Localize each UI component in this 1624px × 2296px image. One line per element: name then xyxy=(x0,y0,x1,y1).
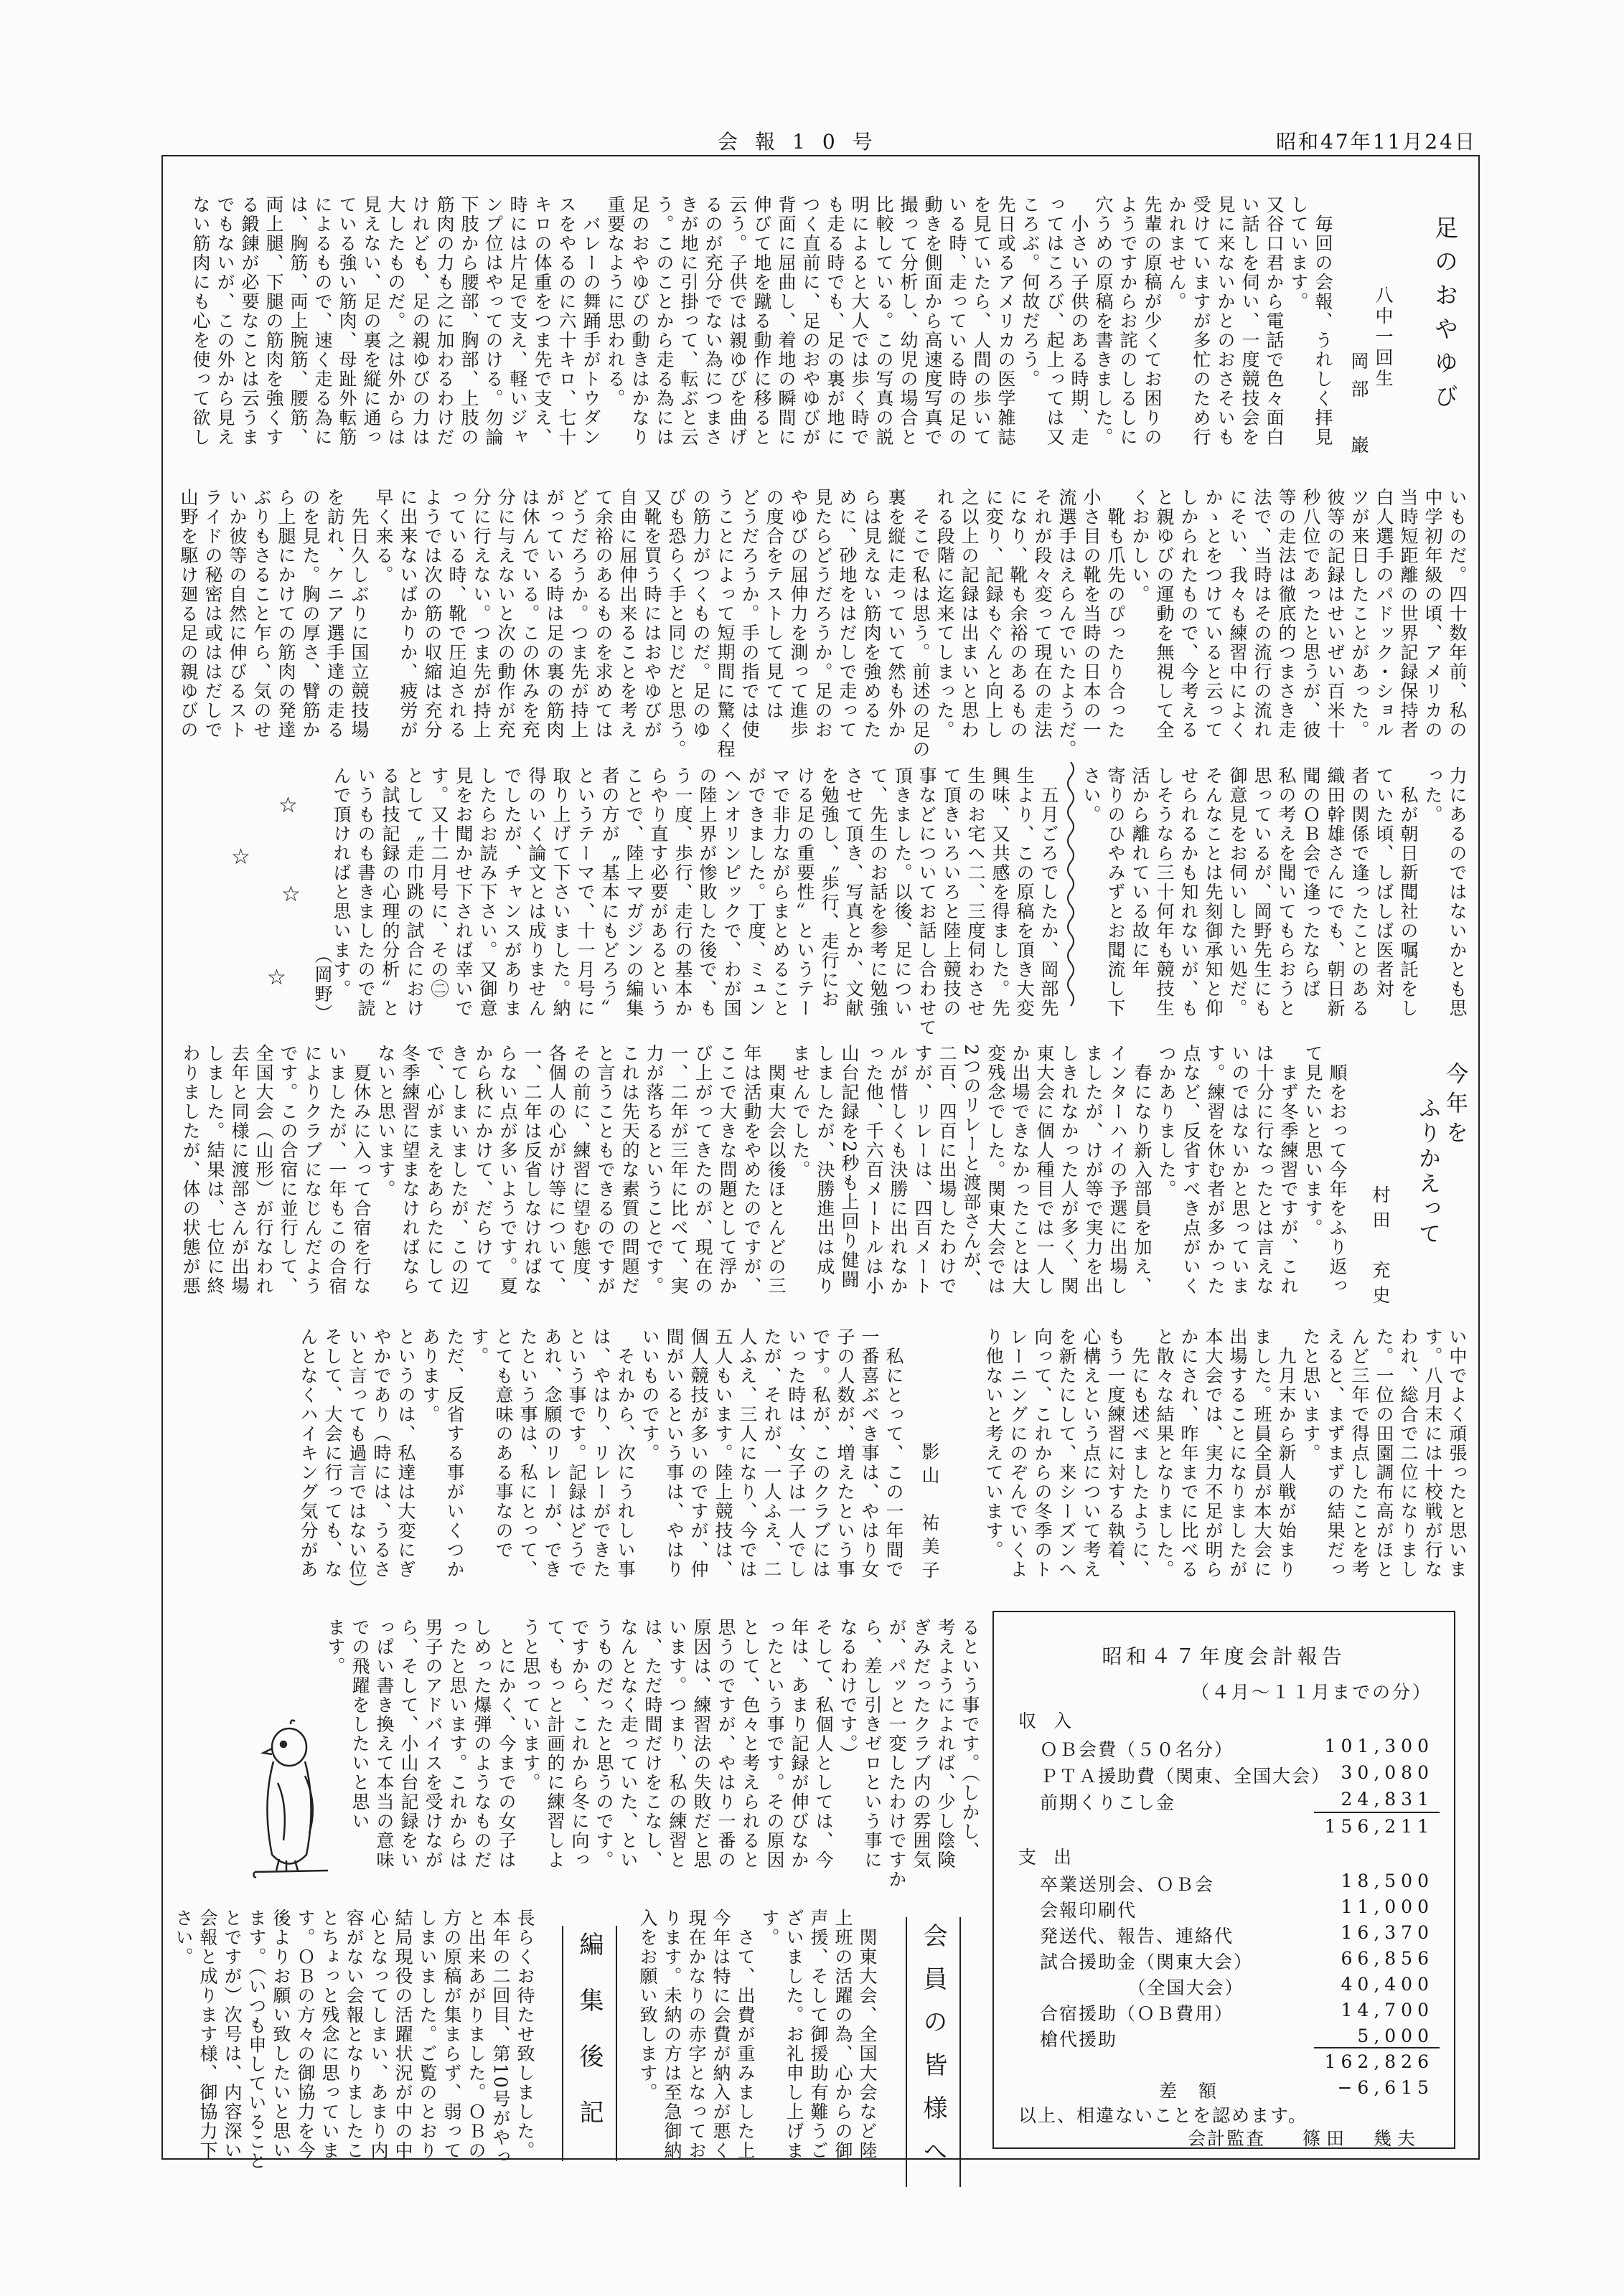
star-icon: ☆ xyxy=(278,793,298,818)
audit-statement: 以上、相違ないことを認めます。 xyxy=(1018,2105,1308,2126)
author-murata: 村田 充史 xyxy=(1370,1185,1391,1311)
statement-row xyxy=(994,2102,1454,2126)
afterword-title: 編集後記 xyxy=(562,1926,617,2161)
expense-row xyxy=(994,2026,1454,2050)
article-body-ashi-part3: 力にあるのではないかとも思 った。 私が朝日新聞社の嘱託をし ていた頃、しばしば医者対 者の関係で逢ったことのある 織田幹雄さんにでも、朝日新 聞のＯＢ会で逢ったならば 私の考えを聞いてもらおうと 思っているが、岡野先生にも 御意見をお伺いしたい処だ。 そんなことは先刻御承知と仰 せられるかも知れないが、も しそうなら三十何年も競技生 活から離れている故に年 寄りのひやみずとお聞流し下 さい。 xyxy=(1081,766,1468,1018)
expense-section-label: 支出 xyxy=(1018,1847,1089,1868)
expense-total: 162,826 xyxy=(1324,2051,1434,2072)
expense-label: 卒業送別会、ＯＢ会 xyxy=(1040,1874,1215,1895)
expense-amount: 14,700 xyxy=(1341,2000,1434,2020)
expense-label: 合宿援助（ＯＢ費用） xyxy=(1040,2003,1234,2024)
auditor-label: 会計監査 xyxy=(1188,2128,1266,2149)
star-icon: ☆ xyxy=(267,965,286,990)
expense-total-row xyxy=(994,2051,1454,2076)
income-section-label: 収入 xyxy=(1018,1711,1089,1731)
article-body-ashi-part2: いものだ。四十数年前、私の 中学初年級の頃、アメリカの 当時短距離の世界記録保持者 白人選手のパドック・ショル ツが来日したことがあった。 彼等の記録はせいぜい百米十 秒八位であったと思うが、彼 等の走法は徹底的つまさき走 法で、当時はその流行の流れ にそい、我々も練習中によく かゝとをつけていると云って しかられたもので、今考える と親ゆびの運動を無視して全 くおかしい。 靴も爪先のぴったり合った 小さ目の靴を当時の日本の一 流選手はえらんでいたようだ。 それが段々変って現在の走法 になり、靴も余裕のあるもの に変り、記録もぐんと向上し 之以上の記録は出まいと思わ れる段階に迄来てしまった。 そこで私は思う。前述の足の 裏を縦に走っていて然も外か らは見えない筋肉を強めるた めに、砂地をはだしで走って 見たらどうだろうか。足のお やゆびの屈伸力を測って進歩 の度合をテストして見ては どうだろうか。手の指では使 うことによって短期間に驚く程 の筋力がつくものだ。足のゆ びも恐らく手と同じだと思う。 又靴を買う時にはおやゆびが 自由に屈伸出来ることを考え て余裕のあるものを求めては どうだろうか。つま先が持上 がっている時は足の裏の筋肉 は休んでいる。この休みを充 分に与えないと次の動作が充 分に行えない。つま先が持上 っている時、靴で圧迫される ようでは次の筋の収縮は充分 に出来ないばかりか、疲労が 早く来る。 先日久しぶりに国立競技場 を訪れ、ケニア選手達の走る のを見た。胸の厚さ、臂筋か ら上腿にかけての筋肉の発達 ぶりもさること乍ら、気のせ いか彼等の自然に伸びるスト ライドの秘密は或ははだしで 山野を駆け廻る足の親ゆびの xyxy=(178,488,1468,759)
income-row xyxy=(994,1762,1454,1787)
expense-amount: 40,400 xyxy=(1341,1974,1434,1995)
expense-row xyxy=(994,1974,1454,1998)
star-icon: ☆ xyxy=(281,882,301,907)
auditor-row xyxy=(994,2125,1454,2149)
balance-label: 差額 xyxy=(1159,2081,1239,2102)
expense-label: 会報印刷代 xyxy=(1040,1900,1137,1921)
article-title-murata-line1: 今年を xyxy=(1442,1062,1468,1150)
author-kageyama: 影山 祐美子 xyxy=(919,1442,940,1584)
editor-note-body: 五月ごろでしたか、岡部先 生より、この原稿を頂き大変 興味、又共感を得ました。先 生のお宅へ二、三度伺わさせ て頂きいろいろと陸上競技の 事などについてお話し合わせて 頂きました。以後、足につい て、先生のお話を参考に勉強 させて頂き、写真とか、文献 を勉強し、〝歩行、走行にお ける足の重要性〟というテー マで非力ながらまとめること ができました。丁度、ミュン ヘンオリンピックで、わが国 の陸上界が惨敗した後で、も う一度、歩行、走行の基本か らやり直す必要があるという ことで、陸上マガジンの編集 者の方が〝基本にもどろう〟 というテーマで、十一月号に 取り上げて下さいました。納 得のいく論文とは成りません でしたが、チャンスがありま したらお読み下さい。又御意 見をお聞かせ下されば幸いで す。又十二月号に、その㊁ として〝走巾跳の試合におけ る試技記録の心理的分析〟と いうものも書きましたので読 んで頂ければと思います。 xyxy=(331,766,1059,1038)
expense-row xyxy=(994,1896,1454,1921)
expense-amount: 66,856 xyxy=(1341,1948,1434,1969)
auditor-name: 篠田 幾夫 xyxy=(1303,2128,1422,2149)
income-label: ＯＢ会費（５０名分） xyxy=(1040,1739,1234,1760)
accounting-period: （４月〜１１月までの分） xyxy=(1191,1682,1432,1703)
afterword-body: 長らくお待たせ致しました。 本年の二回目、第10号がやっ と出来あがりました。ＯＢの 方の原稿が集まらず、弱って しまいました。ご覧のとおり 結局現役の活躍状況が中の中 心となってしまい、あまり内 容がない会報となりましたこ とちょっと残念に思っていま す。ＯＢの方々の御協力を今 後よりお願い致したいと思い ます。（いつも申していること とですが）次号は、内容深い 会報と成ります様、御協力下 さい。 xyxy=(173,1909,535,2171)
article-title-ashi: 足のおやゆび xyxy=(1431,215,1459,418)
balance-amount: −6,615 xyxy=(1337,2077,1434,2098)
sum-rule xyxy=(1314,2047,1440,2048)
penguin-illustration xyxy=(248,1718,334,1934)
expense-label: 発送代、報告、連絡代 xyxy=(1040,1926,1234,1947)
sum-rule xyxy=(1314,1812,1440,1813)
article-body-murata-part1: 順をおって今年をふり返っ て見たいと思います。 まず冬季練習ですが、これ は十分に行なったとは言えな いのではないかと思っていま す。練習を休む者が多かった 点など、反省すべき点がいく つかありました。 春になり新入部員を加え、 インターハイの予選に出場し ましたが、けが等で実力を出 しきれなかった人が多く、関 東大会に個人種目では一人し か出場できなかったことは大 変残念でした。関東大会では 2つのリレーと渡部さんが、 二百、四百に出場したわけで すが、リレーは、四百メート ルが惜しくも決勝に出れなか った他、千六百メートルは小 山台記録を2秒も上回り健闘 しましたが、決勝進出は成り ませんでした。 関東大会以後ほとんどの三 年は活動をやめたのですが、 ここで大きな問題として浮か び上がってきたのが、現在の 一、二年が三年に比べて、実 力が落ちるということです。 これは先天的な素質の問題だ と言うこともできるのですが その前に、練習に望む態度、 各個人の心がけ等について、 一、二年は反省しなければな らない点が多いようです。夏 から秋にかけて、だらけて きてしまいましたが、この辺 で、心がまえをあらたにして 冬季練習に望まなければなら ないと思います。 夏休みに入って合宿を行な いましたが、一年もこの合宿 によりクラブになじんだよう です。この合宿に並行して、 全国大会（山形）が行なわれ 去年と同様に渡部さんが出場 しました。結果は、七位に終 わりましたが、体の状態が悪 xyxy=(180,1044,1348,1296)
wavy-divider xyxy=(1064,762,1078,1010)
income-amount: 30,080 xyxy=(1341,1762,1434,1783)
expense-amount: 5,000 xyxy=(1357,2026,1434,2046)
income-label: ＰＴＡ援助費（関東、全国大会） xyxy=(1040,1766,1331,1787)
expense-row xyxy=(994,1922,1454,1947)
article-body-kageyama-part2: るという事です。（しかし、 考えようによれば、少し陰険 ぎみだったクラブ内の雰囲気 が、パッと一変したわけですか ら、差し引きゼロという事に なるわけです。） そして、私個人としては、今 年は、あまり記録が伸びなか ったという事です。その原因 として、色々と考えられると 思うのですが、やはり一番の 原因は、練習法の失敗だと思 います。つまり、私の練習と は、ただ時間だけをこなし、 なんとなく走っていた、とい うものだったと思うのです。 ですから、これから冬に向っ て、もっと計画的に練習しよ うと思っています。 とにかく、今までの女子は しめった爆弾のようなものだ ったと思います。これからは 男子のアドバイスを受けなが ら、そして、小山台記録をい っぱい書き換えて本当の意味 での飛躍をしたいと思い ます。 xyxy=(325,1618,980,1889)
star-icon: ☆ xyxy=(231,844,250,870)
author-school: 八中一回生 xyxy=(1373,286,1394,390)
income-total-row xyxy=(994,1816,1454,1840)
editor-note-signature: （岡野） xyxy=(312,946,333,1023)
members-notice-body: 関東大会、全国大会など陸 上班の活躍の為、心からの御 声援、そして御援助有難うご ざいました。お礼申し上げま す。 さて、出費が重みました上 今年は特に会費が納入が悪く 現在かなりの赤字となってお ります。未納の方は至急御納 入をお願い致します。 xyxy=(637,1909,878,2160)
article-body-kageyama-part1: 私にとって、この一年間で 一番喜ぶべき事は、やはり女 子の人数が、増えたという事 です。私が、このクラブには いった時は、女子は一人でし たが、それが、一人ふえ、二 人ふえ、三人になり、今では 五人もいます。陸上競技は、 個人競技が多いのですが、仲 間がいるという事は、やはり いいものです。 それから、次にうれしい事 は、やはり、リレーができた という事です。記録はどうで あれ、念願のリレーが、でき たという事は、私にとって、 とても意味のある事なので す。 ただ、反省する事がいくつか あります。 というのは、私達は大変にぎ やかであり（時には、うるさ いと言っても過言ではない位） そして、大会に行っても、な んとなくハイキング気分があ xyxy=(298,1327,904,1599)
article-title-murata-line2: ふりかえって xyxy=(1414,1096,1440,1247)
issue-date: 昭和47年11月24日 xyxy=(1276,130,1477,154)
income-amount: 101,300 xyxy=(1324,1736,1434,1756)
balance-row xyxy=(994,2077,1454,2102)
expense-row xyxy=(994,1948,1454,1972)
expense-label: 槍代援助 xyxy=(1040,2029,1118,2050)
expense-row xyxy=(994,2000,1454,2024)
expense-amount: 16,370 xyxy=(1341,1922,1434,1943)
expense-row xyxy=(994,1871,1454,1895)
expense-label: （全国大会） xyxy=(1040,1977,1244,1998)
income-row xyxy=(994,1789,1454,1813)
expense-amount: 18,500 xyxy=(1341,1871,1434,1891)
members-notice-title: 会員の皆様へ xyxy=(906,1917,961,2187)
income-total: 156,211 xyxy=(1324,1816,1434,1837)
accounting-title: 昭和４７年度会計報告 xyxy=(1102,1645,1346,1668)
expense-label: 試合援助金（関東大会） xyxy=(1040,1952,1254,1972)
income-label: 前期くりこし金 xyxy=(1040,1792,1176,1813)
income-row xyxy=(994,1736,1454,1760)
article-body-murata-part2: い中でよく頑張ったと思いま す。八月末には十校戦が行な われ、総合で二位になりまし た。一位の田園調布高がほと んど三年で得点したことを考 えると、まずまずの結果だっ たと思います。 九月末から新人戦が始まり ました。班員全員が本大会に 出場することになりましたが 本大会では、実力不足が明ら かにされ、昨年までに比べる と散々な結果となりました。 先にも述べましたように、 もう一度練習に対する執着、 心構えという点について考え を新たにして、来シーズンへ 向って、これからの冬季のト レーニングにのぞんでいくよ り他ないと考えています。 xyxy=(983,1327,1468,1579)
expense-amount: 11,000 xyxy=(1341,1896,1434,1917)
article-body-ashi-part1: 毎回の会報、うれしく拝見 しています。 又谷口君から電話で色々面白 い話しを伺い、一度競技会を 見に来ないかとのおさそいも 受けていますが多忙のため行 かれません。 先輩の原稿が少くてお困りの ようですからお詫のしるしに 穴うめの原稿を書きました。 小さい子供のある時期、走 ってはころび、起上っては又 ころぶ。何故だろう。 先日或るアメリカの医学雑誌 を見ていたら、人間の歩いて いる時、走っている時の足の 動きを側面から高速度写真で 撮って分析し、幼児の場合と 比較している。この写真の説 明によると大人では歩く時で も走る時でも、足の裏が地に つく直前に、足のおやゆびが 背面に屈曲し、着地の瞬間に 伸びて地を蹴る動作に移ると 云う。子供では親ゆびを曲げ るのが充分でない為につまさ きが地に引掛って、転ぶと云 う。このことから走る為には 足のおやゆびの動きはかなり 重要なように思われる。 バレーの舞踊手がトウダン スをやるのに六十キロ、七十 キロの体重をつま先で支え、 時には片足で支え、軽いジャ ンプ位はやってのける。勿論 下肢から腰部、胸部、上肢の 筋肉の力も之に加わるわけだ けれども、足の親ゆびの力は 大したものだ。之は外からは 見えない、足の裏を縦に通っ ている強い筋肉、母趾外転筋 によるもので、速く走る為に は、胸筋、両上腕筋、腰筋、 両上腿、下腿の筋肉を強くす る鍛錬が必要なことは云うま でもないが、この外から見え ない筋肉にも心を使って欲し xyxy=(190,195,1333,447)
author-name: 岡部 巌 xyxy=(1348,352,1369,464)
accounting-report xyxy=(992,1611,1455,2149)
income-amount: 24,831 xyxy=(1341,1789,1434,1810)
newsletter-issue-title: 会報10号 xyxy=(718,130,890,154)
